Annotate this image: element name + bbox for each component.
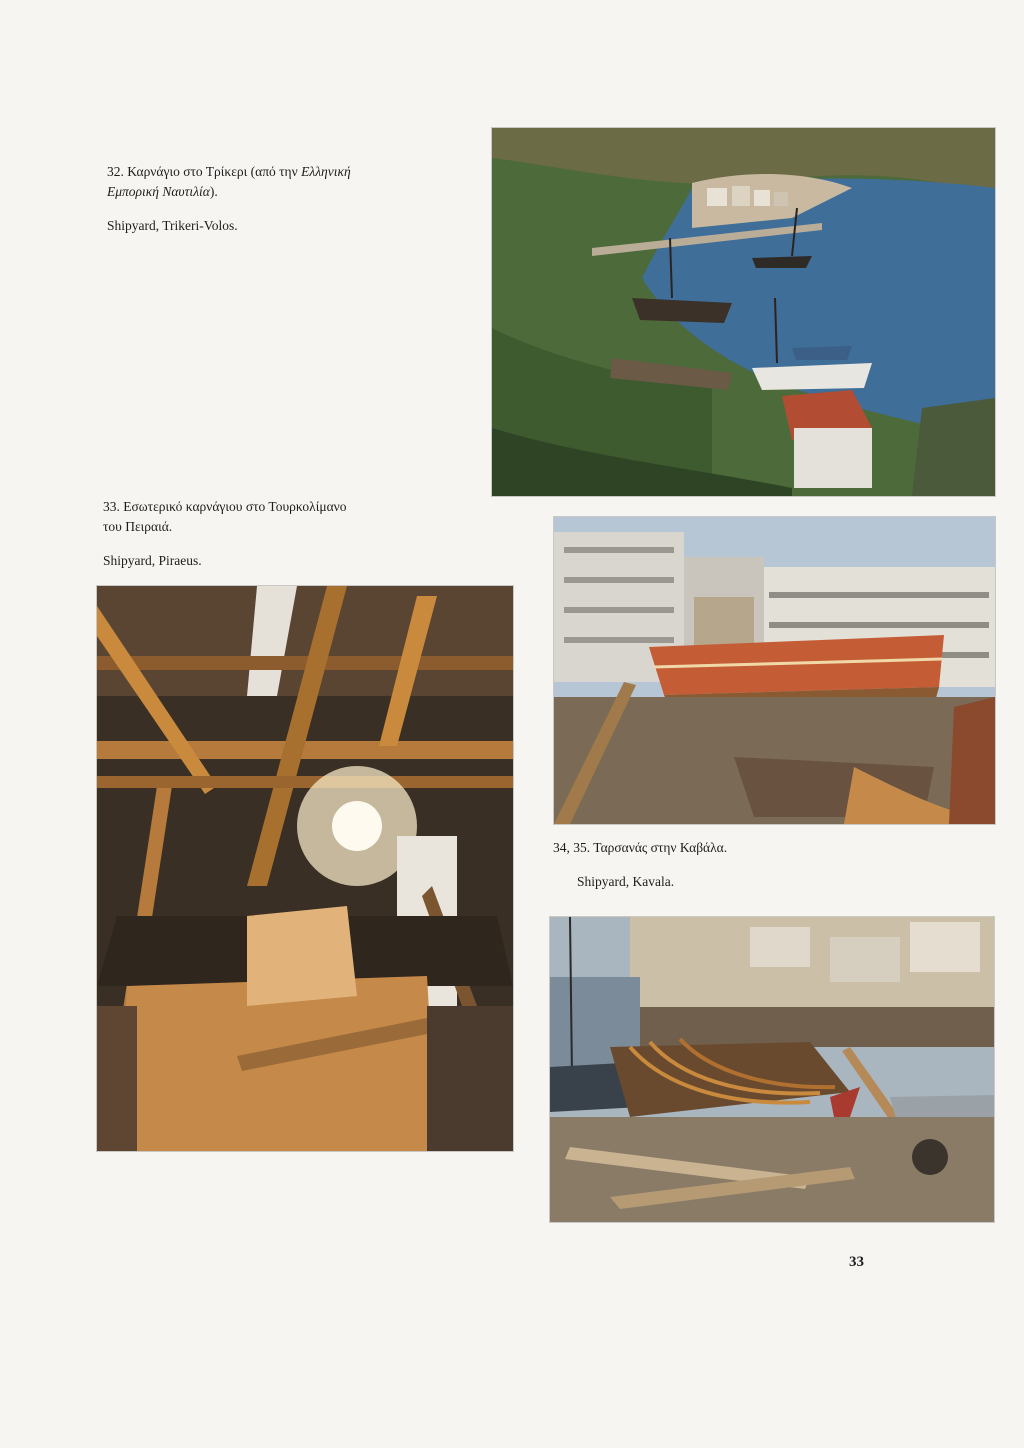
photo-34-kavala-aqueduct xyxy=(554,517,995,824)
caption-33 xyxy=(103,497,463,571)
photo-32-trikeri-harbour xyxy=(492,128,995,496)
caption-34-35-greek: 34, 35. Ταρσανάς στην Καβάλα. xyxy=(553,840,728,855)
caption-34-35-english: Shipyard, Kavala. xyxy=(577,874,675,889)
caption-34-35 xyxy=(553,838,853,892)
caption-32-greek-prefix: 32. Καρνάγιο στο Τρίκερι (από την xyxy=(107,164,302,179)
caption-32-greek-suffix: ). xyxy=(209,184,218,199)
caption-32-greek-italic-1: Ελληνική xyxy=(301,164,351,179)
caption-33-greek-line2: του Πειραιά. xyxy=(103,519,173,534)
photo-34-drawing xyxy=(554,517,995,824)
caption-32 xyxy=(107,162,467,236)
page-number: 33 xyxy=(849,1254,864,1270)
caption-33-english: Shipyard, Piraeus. xyxy=(103,553,202,568)
photo-35-kavala-hull-frame xyxy=(550,917,994,1222)
caption-33-greek xyxy=(103,497,463,537)
caption-33-greek-line1: 33. Εσωτερικό καρνάγιου στο Τουρκολίμανο xyxy=(103,499,347,514)
caption-32-english: Shipyard, Trikeri-Volos. xyxy=(107,218,238,233)
caption-32-greek xyxy=(107,162,467,202)
photo-35-drawing xyxy=(550,917,994,1222)
photo-33-drawing xyxy=(97,586,513,1151)
photo-32-drawing xyxy=(492,128,995,496)
caption-32-greek-italic-2: Εμπορική Ναυτιλία xyxy=(107,184,210,199)
photo-33-piraeus-interior xyxy=(97,586,513,1151)
